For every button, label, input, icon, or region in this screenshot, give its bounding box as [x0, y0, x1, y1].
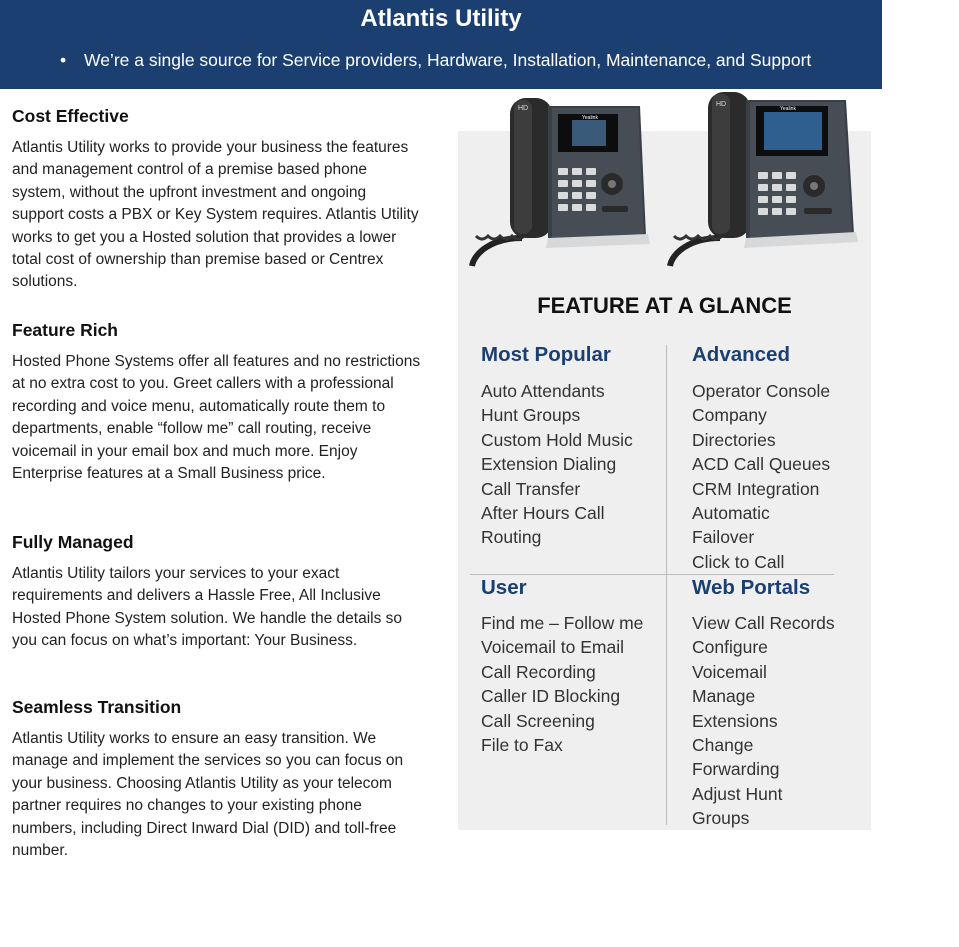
advanced-list	[692, 379, 830, 574]
section-heading: Cost Effective	[12, 106, 129, 126]
web-portals-list	[692, 611, 835, 831]
section-heading: Feature Rich	[12, 320, 118, 340]
feature-item: Directories	[692, 429, 776, 450]
phone-brand-label: Yealink	[582, 115, 598, 121]
phone-brand-label: Yealink	[780, 106, 796, 112]
feature-item: Find me – Follow me	[481, 613, 644, 633]
feature-item: Extensions	[692, 710, 778, 731]
page-title: Atlantis Utility	[360, 5, 522, 32]
feature-item: Adjust Hunt	[692, 783, 783, 804]
section-cost-effective	[12, 106, 422, 294]
feature-item: Routing	[481, 527, 542, 548]
ip-phones-image	[462, 88, 872, 268]
feature-item: Manage	[692, 686, 756, 707]
column-divider	[666, 345, 667, 825]
feature-item: Voicemail	[692, 661, 767, 682]
feature-item: Custom Hold Music	[481, 429, 633, 450]
section-feature-rich	[12, 320, 422, 485]
feature-item: Click to Call	[692, 551, 785, 572]
ip-phone-right	[670, 92, 858, 266]
feature-item: After Hours Call	[481, 503, 605, 524]
section-seamless-transition	[12, 697, 422, 862]
feature-item: Forwarding	[692, 759, 780, 780]
most-popular-list	[481, 379, 633, 550]
handset-model-mark: HD	[716, 101, 727, 108]
web-portals-heading: Web Portals	[692, 576, 811, 599]
feature-item: Voicemail to Email	[481, 637, 624, 658]
feature-item: File to Fax	[481, 735, 563, 756]
feature-item: Change	[692, 735, 754, 756]
feature-item: Extension Dialing	[481, 454, 617, 475]
section-body: Atlantis Utility works to provide your business the features and management control of a premise based phone system, without the upfront investment and ongoing support costs a PBX or Key System requires. Atlantis Utility works to get you a Hosted solution that provides a lower total cost of ownership than premise based or Centrex solutions.	[12, 139, 419, 291]
section-heading: Fully Managed	[12, 532, 134, 552]
feature-item: Automatic	[692, 503, 770, 524]
user-heading: User	[481, 576, 527, 599]
handset-model-mark: HD	[518, 105, 529, 112]
tagline	[60, 50, 811, 71]
feature-item: Caller ID Blocking	[481, 686, 621, 707]
feature-item: Call Screening	[481, 710, 595, 731]
feature-item: Call Transfer	[481, 478, 581, 499]
section-fully-managed	[12, 532, 422, 653]
feature-item: Operator Console	[692, 381, 831, 401]
feature-item: Failover	[692, 527, 755, 548]
ip-phone-left	[472, 98, 650, 266]
feature-item: Call Recording	[481, 661, 596, 682]
section-body: Atlantis Utility works to ensure an easy transition. We manage and implement the services so you can focus on your business. Choosing Atlantis Utility as your telecom partner requires no changes to your existing phone numbers, including Direct Inward Dial (DID) and toll-free number.	[12, 730, 404, 860]
user-list	[481, 611, 643, 757]
section-heading: Seamless Transition	[12, 697, 182, 717]
feature-item: Hunt Groups	[481, 405, 581, 426]
header-banner	[0, 0, 882, 89]
section-body: Hosted Phone Systems offer all features and no restrictions at no extra cost to you. Greet callers with a professional recording and voice menu, automatically route them to departments, enable “follow me” call routing, receive voicemail in your email box and much more. Enjoy Enterprise features at a Small Business price.	[12, 353, 421, 483]
feature-item: View Call Records	[692, 613, 835, 633]
section-body: Atlantis Utility tailors your services to your exact requirements and delivers a Hassle Free, All Inclusive Hosted Phone System solution. We handle the details so you can focus on what’s important: Your Business.	[12, 565, 403, 650]
tagline-text: We’re a single source for Service providers, Hardware, Installation, Maintenance, and Support	[84, 50, 812, 70]
most-popular-heading: Most Popular	[481, 343, 611, 366]
feature-item: Company	[692, 405, 767, 426]
advanced-heading: Advanced	[692, 343, 790, 366]
feature-item: Configure	[692, 637, 768, 658]
feature-item: Auto Attendants	[481, 381, 605, 401]
feature-item: Groups	[692, 808, 750, 829]
feature-glance-title: FEATURE AT A GLANCE	[537, 293, 792, 318]
feature-item: ACD Call Queues	[692, 454, 831, 475]
feature-item: CRM Integration	[692, 478, 820, 499]
tagline-bullet: •	[60, 50, 67, 70]
